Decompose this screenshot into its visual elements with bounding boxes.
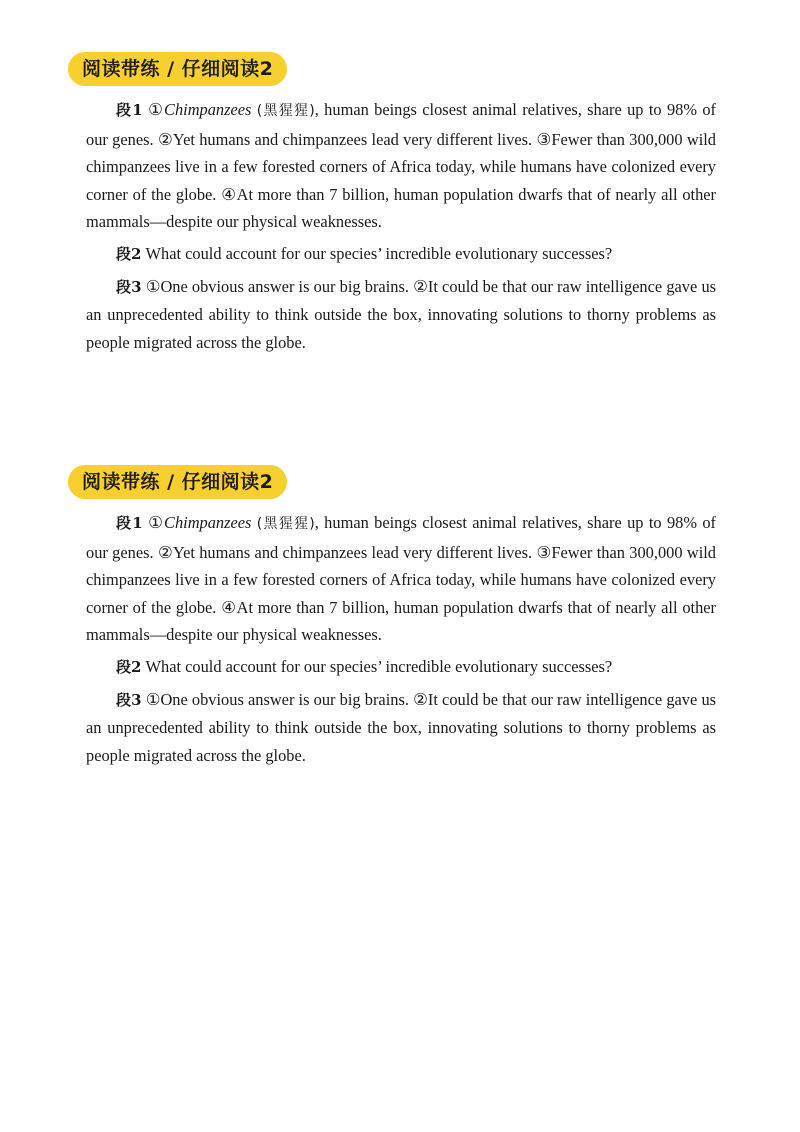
passage [86,96,716,360]
term-chinese: (黑猩猩) [256,516,315,532]
paragraph-label: 段3 [116,690,142,709]
sentence-1: , human beings closest animal relatives, share up to 98% of our genes. [86,100,716,149]
paragraph-2 [86,653,716,682]
reading-section-1 [0,52,800,352]
paragraph-1 [86,96,716,236]
paragraph-text: What could account for our species’ incredible evolutionary successes? [145,656,613,676]
term-chinese: (黑猩猩) [256,103,315,119]
paragraph-label: 段1 [116,101,143,119]
term-english: Chimpanzees [164,100,252,119]
sentence-2: ②It could be that our raw intelligence gave us an unprecedented ability to think outside the box, innovating solutions to thorny problems as people migrated across the globe. [86,276,717,352]
paragraph-label: 段1 [116,514,143,532]
sentence-4: ④At more than 7 billion, human population dwarfs that of nearly all other mammals—despite our physical weaknesses. [86,184,716,232]
sentence-1: ①One obvious answer is our big brains. [145,689,409,709]
sentence-1: , human beings closest animal relatives, share up to 98% of our genes. [86,513,716,562]
paragraph-label: 段2 [116,657,142,676]
sentence-marker: ① [148,100,165,119]
passage [86,509,716,773]
term-english: Chimpanzees [164,513,252,532]
sentence-2: ②Yet humans and chimpanzees lead very different lives. [157,129,533,149]
paragraph-3 [86,273,716,357]
sentence-2: ②It could be that our raw intelligence gave us an unprecedented ability to think outside the box, innovating solutions to thorny problems as people migrated across the globe. [86,689,717,765]
sentence-1: ①One obvious answer is our big brains. [145,276,409,296]
sentence-4: ④At more than 7 billion, human population dwarfs that of nearly all other mammals—despite our physical weaknesses. [86,597,716,645]
section-header: 阅读带练 / 仔细阅读2 [68,465,287,499]
paragraph-label: 段2 [116,244,142,263]
paragraph-3 [86,686,716,770]
section-header: 阅读带练 / 仔细阅读2 [68,52,287,86]
sentence-3: ③Fewer than 300,000 wild chimpanzees live in a few forested corners of Africa today, while humans have colonized every corner of the globe. [86,542,716,617]
paragraph-1 [86,509,716,649]
paragraph-2 [86,240,716,269]
reading-section-2 [0,465,800,765]
sentence-3: ③Fewer than 300,000 wild chimpanzees live in a few forested corners of Africa today, while humans have colonized every corner of the globe. [86,129,716,204]
paragraph-text: What could account for our species’ incredible evolutionary successes? [145,243,613,263]
sentence-marker: ① [148,513,165,532]
sentence-2: ②Yet humans and chimpanzees lead very different lives. [157,542,533,562]
paragraph-label: 段3 [116,277,142,296]
